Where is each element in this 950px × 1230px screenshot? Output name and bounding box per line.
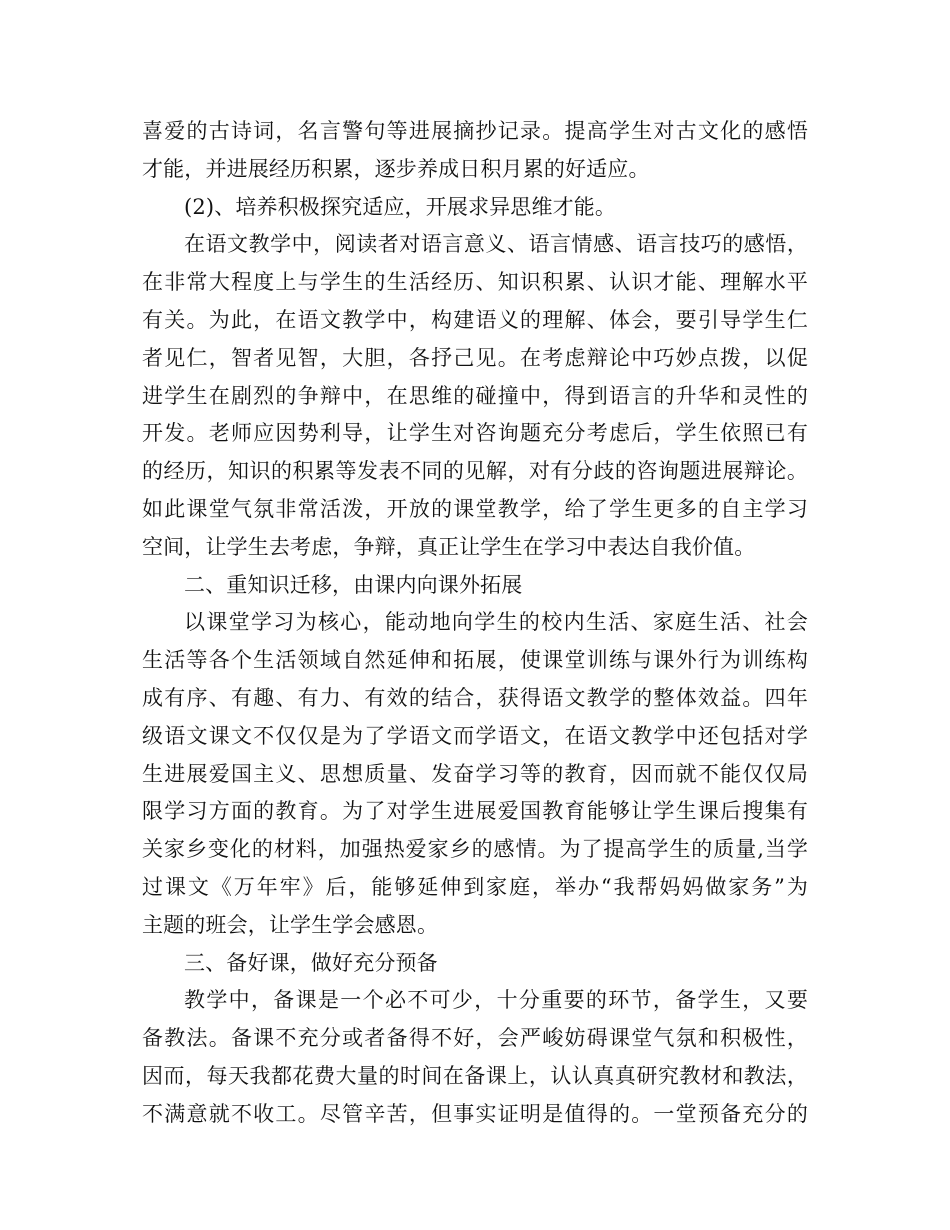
paragraph-line: 进学生在剧烈的争辩中，在思维的碰撞中，得到语言的升华和灵性的 <box>142 383 808 408</box>
paragraph-line: 过课文《万年牢》后，能够延伸到家庭，举办“我帮妈妈做家务”为 <box>142 874 808 899</box>
paragraph-line: 喜爱的古诗词，名言警句等进展摘抄记录。提高学生对古文化的感悟 <box>142 119 808 143</box>
paragraph-line: 级语文课文不仅仅是为了学语文而学语文，在语文教学中还包括对学 <box>142 723 808 748</box>
paragraph-line: 因而，每天我都花费大量的时间在备课上，认认真真研究教材和教法， <box>142 1063 808 1088</box>
document-body <box>142 113 808 1134</box>
paragraph-line: 关家乡变化的材料，加强热爱家乡的感情。为了提高学生的质量,当学 <box>142 837 808 862</box>
paragraph-line: 如此课堂气氛非常活泼，开放的课堂教学，给了学生更多的自主学习 <box>142 496 808 521</box>
paragraph-line: 的经历，知识的积累等发表不同的见解，对有分歧的咨询题进展辩论。 <box>142 459 808 484</box>
subheading-line: (2)、培养积极探究适应，开展求异思维才能。 <box>184 194 617 219</box>
section-heading: 二、重知识迁移，由课内向课外拓展 <box>184 572 523 597</box>
section-heading: 三、备好课，做好充分预备 <box>184 950 438 975</box>
paragraph-line: 以课堂学习为核心，能动地向学生的校内生活、家庭生活、社会 <box>184 610 808 635</box>
paragraph-line: 教学中，备课是一个必不可少，十分重要的环节，备学生，又要 <box>184 988 808 1013</box>
paragraph-line: 限学习方面的教育。为了对学生进展爱国教育能够让学生课后搜集有 <box>142 799 808 824</box>
paragraph-line: 者见仁，智者见智，大胆，各抒己见。在考虑辩论中巧妙点拨，以促 <box>142 345 808 370</box>
paragraph-line: 成有序、有趣、有力、有效的结合，获得语文教学的整体效益。四年 <box>142 685 808 710</box>
paragraph-line: 不满意就不收工。尽管辛苦，但事实证明是值得的。一堂预备充分的 <box>142 1101 808 1126</box>
paragraph-line: 有关。为此，在语文教学中，构建语义的理解、体会，要引导学生仁 <box>142 307 808 332</box>
paragraph-line: 主题的班会，让学生学会感恩。 <box>142 912 439 937</box>
paragraph-line: 开发。老师应因势利导，让学生对咨询题充分考虑后，学生依照已有 <box>142 421 808 446</box>
paragraph-line: 在语文教学中，阅读者对语言意义、语言情感、语言技巧的感悟， <box>184 232 808 257</box>
paragraph-line: 才能，并进展经历积累，逐步养成日积月累的好适应。 <box>142 156 650 181</box>
paragraph-line: 生活等各个生活领域自然延伸和拓展，使课堂训练与课外行为训练构 <box>142 648 808 673</box>
paragraph-line: 备教法。备课不充分或者备得不好，会严峻妨碍课堂气氛和积极性， <box>142 1026 808 1051</box>
paragraph-line: 生进展爱国主义、思想质量、发奋学习等的教育，因而就不能仅仅局 <box>142 761 808 786</box>
paragraph-line: 在非常大程度上与学生的生活经历、知识积累、认识才能、理解水平 <box>142 270 808 295</box>
paragraph-line: 空间，让学生去考虑，争辩，真正让学生在学习中表达自我价值。 <box>142 534 756 559</box>
